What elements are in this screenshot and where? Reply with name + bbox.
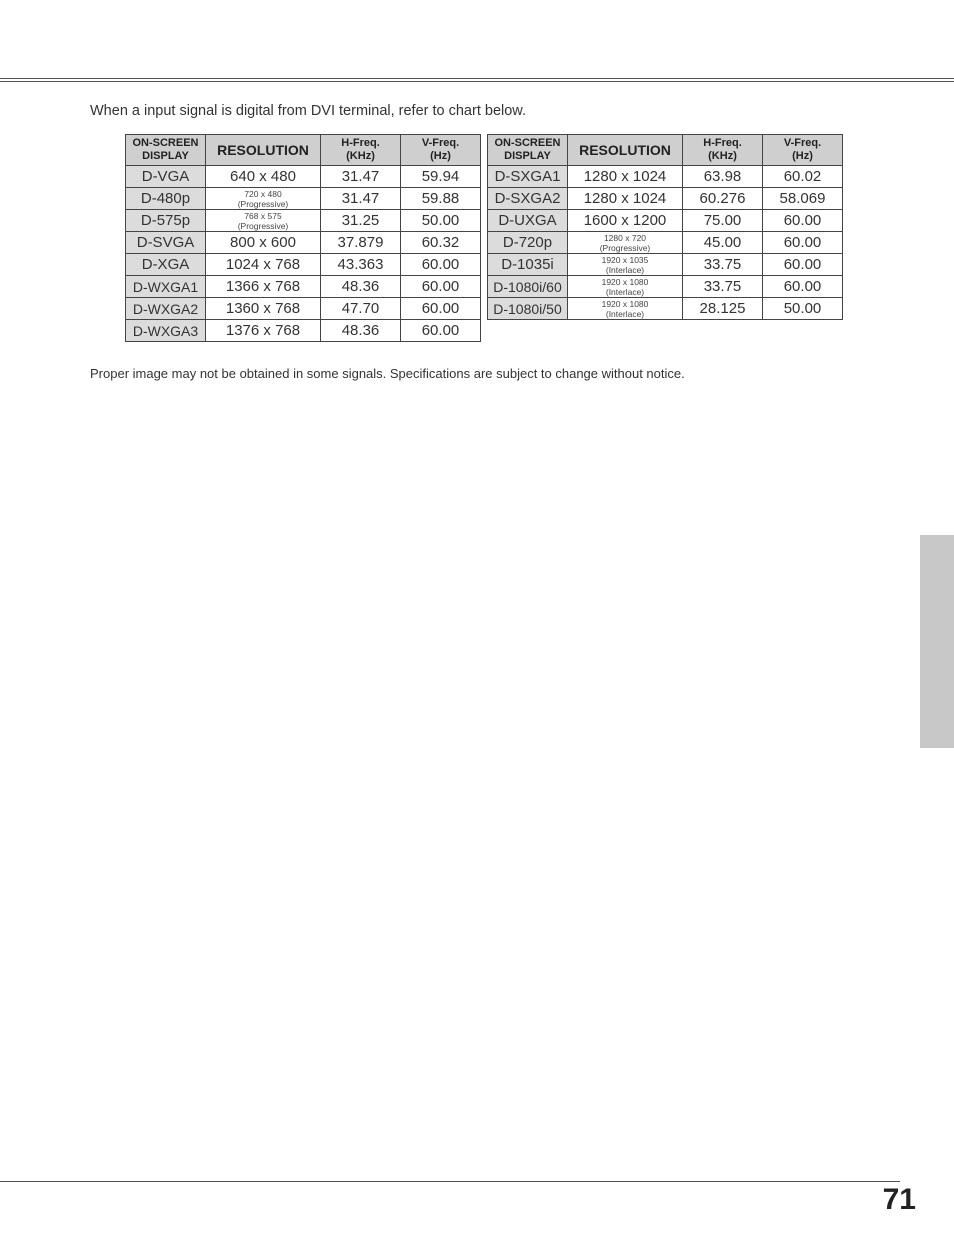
cell-display: D-XGA [126, 254, 206, 276]
cell-resolution-line1: 1920 x 1080 [601, 276, 649, 287]
table-row [126, 276, 481, 298]
cell-vfreq: 59.94 [401, 166, 481, 188]
cell-resolution-line1: 720 x 480 [244, 188, 282, 199]
cell-display: D-SVGA [126, 232, 206, 254]
cell-vfreq: 50.00 [763, 298, 843, 320]
cell-resolution: 800 x 600 [206, 232, 321, 254]
cell-resolution [206, 210, 321, 232]
cell-resolution-line1: 768 x 575 [244, 210, 282, 221]
header-resolution: RESOLUTION [568, 135, 683, 166]
cell-vfreq: 60.00 [763, 276, 843, 298]
cell-hfreq: 43.363 [321, 254, 401, 276]
table-row [126, 166, 481, 188]
cell-resolution-line1: 1920 x 1035 [601, 254, 649, 265]
cell-hfreq: 37.879 [321, 232, 401, 254]
intro-text: When a input signal is digital from DVI terminal, refer to chart below. [90, 103, 526, 119]
table-row [126, 254, 481, 276]
header-vfreq [763, 135, 843, 166]
cell-resolution: 1360 x 768 [206, 298, 321, 320]
cell-display: D-575p [126, 210, 206, 232]
header-resolution: RESOLUTION [206, 135, 321, 166]
cell-hfreq: 31.25 [321, 210, 401, 232]
header-vfreq-line2: (Hz) [792, 150, 813, 162]
cell-hfreq: 28.125 [683, 298, 763, 320]
cell-hfreq: 31.47 [321, 188, 401, 210]
table-row [488, 298, 843, 320]
cell-display: D-720p [488, 232, 568, 254]
header-on-screen-display [126, 135, 206, 166]
cell-hfreq: 31.47 [321, 166, 401, 188]
cell-vfreq: 60.00 [763, 210, 843, 232]
header-vfreq-line1: V-Freq. [421, 137, 460, 149]
cell-display: D-VGA [126, 166, 206, 188]
cell-hfreq: 47.70 [321, 298, 401, 320]
signal-table-right [487, 134, 843, 320]
header-vfreq [401, 135, 481, 166]
cell-resolution [568, 298, 683, 320]
cell-vfreq: 60.32 [401, 232, 481, 254]
cell-display: D-WXGA2 [126, 298, 206, 320]
cell-resolution: 1280 x 1024 [568, 188, 683, 210]
table-row [126, 188, 481, 210]
header-hfreq-line1: H-Freq. [703, 137, 742, 149]
cell-hfreq: 45.00 [683, 232, 763, 254]
page-number: 71 [882, 1183, 916, 1216]
cell-resolution [568, 276, 683, 298]
header-display-line1: ON-SCREEN [132, 137, 199, 149]
cell-vfreq: 60.00 [401, 254, 481, 276]
top-rule [0, 78, 954, 79]
header-display-line2: DISPLAY [504, 150, 551, 162]
cell-vfreq: 60.00 [763, 232, 843, 254]
cell-vfreq: 50.00 [401, 210, 481, 232]
header-vfreq-line1: V-Freq. [783, 137, 822, 149]
cell-vfreq: 60.00 [401, 320, 481, 342]
table-header-row [126, 135, 481, 166]
cell-vfreq: 60.02 [763, 166, 843, 188]
header-on-screen-display [488, 135, 568, 166]
cell-resolution: 1600 x 1200 [568, 210, 683, 232]
table-row [488, 254, 843, 276]
side-section-tab [920, 535, 954, 748]
table-row [488, 166, 843, 188]
header-hfreq [321, 135, 401, 166]
cell-display: D-1080i/50 [488, 298, 568, 320]
table-row [126, 320, 481, 342]
cell-hfreq: 63.98 [683, 166, 763, 188]
cell-vfreq: 60.00 [401, 298, 481, 320]
header-vfreq-line2: (Hz) [430, 150, 451, 162]
signal-table-left [125, 134, 481, 342]
top-rule-secondary [0, 81, 954, 82]
table-row [488, 232, 843, 254]
cell-resolution-line2: (Interlace) [605, 286, 645, 297]
table-row [126, 298, 481, 320]
cell-hfreq: 48.36 [321, 320, 401, 342]
cell-hfreq: 60.276 [683, 188, 763, 210]
cell-hfreq: 75.00 [683, 210, 763, 232]
cell-display: D-WXGA3 [126, 320, 206, 342]
cell-display: D-SXGA1 [488, 166, 568, 188]
cell-resolution [568, 254, 683, 276]
cell-hfreq: 48.36 [321, 276, 401, 298]
cell-vfreq: 59.88 [401, 188, 481, 210]
cell-resolution: 1024 x 768 [206, 254, 321, 276]
cell-display: D-1080i/60 [488, 276, 568, 298]
cell-resolution-line2: (Interlace) [605, 264, 645, 275]
table-row [488, 276, 843, 298]
header-hfreq-line1: H-Freq. [341, 137, 380, 149]
cell-resolution [568, 232, 683, 254]
cell-display: D-WXGA1 [126, 276, 206, 298]
header-hfreq-line2: (KHz) [346, 150, 375, 162]
header-hfreq-line2: (KHz) [708, 150, 737, 162]
cell-vfreq: 60.00 [401, 276, 481, 298]
footnote: Proper image may not be obtained in some signals. Specifications are subject to change without notice. [90, 366, 685, 381]
cell-display: D-SXGA2 [488, 188, 568, 210]
cell-display: D-480p [126, 188, 206, 210]
cell-vfreq: 60.00 [763, 254, 843, 276]
cell-resolution: 1280 x 1024 [568, 166, 683, 188]
table-row [126, 210, 481, 232]
header-display-line1: ON-SCREEN [494, 137, 561, 149]
cell-hfreq: 33.75 [683, 276, 763, 298]
cell-resolution-line2: (Progressive) [237, 198, 289, 209]
cell-resolution: 1376 x 768 [206, 320, 321, 342]
cell-resolution-line2: (Progressive) [599, 242, 651, 253]
table-header-row [488, 135, 843, 166]
cell-display: D-UXGA [488, 210, 568, 232]
cell-resolution: 1366 x 768 [206, 276, 321, 298]
header-hfreq [683, 135, 763, 166]
cell-vfreq: 58.069 [763, 188, 843, 210]
header-display-line2: DISPLAY [142, 150, 189, 162]
cell-resolution-line2: (Progressive) [237, 220, 289, 231]
cell-resolution-line1: 1920 x 1080 [601, 298, 649, 309]
bottom-rule [0, 1181, 900, 1182]
cell-resolution: 640 x 480 [206, 166, 321, 188]
cell-resolution-line2: (Interlace) [605, 308, 645, 319]
table-row [488, 188, 843, 210]
cell-resolution [206, 188, 321, 210]
cell-display: D-1035i [488, 254, 568, 276]
cell-resolution-line1: 1280 x 720 [603, 232, 647, 243]
cell-hfreq: 33.75 [683, 254, 763, 276]
table-row [126, 232, 481, 254]
table-row [488, 210, 843, 232]
